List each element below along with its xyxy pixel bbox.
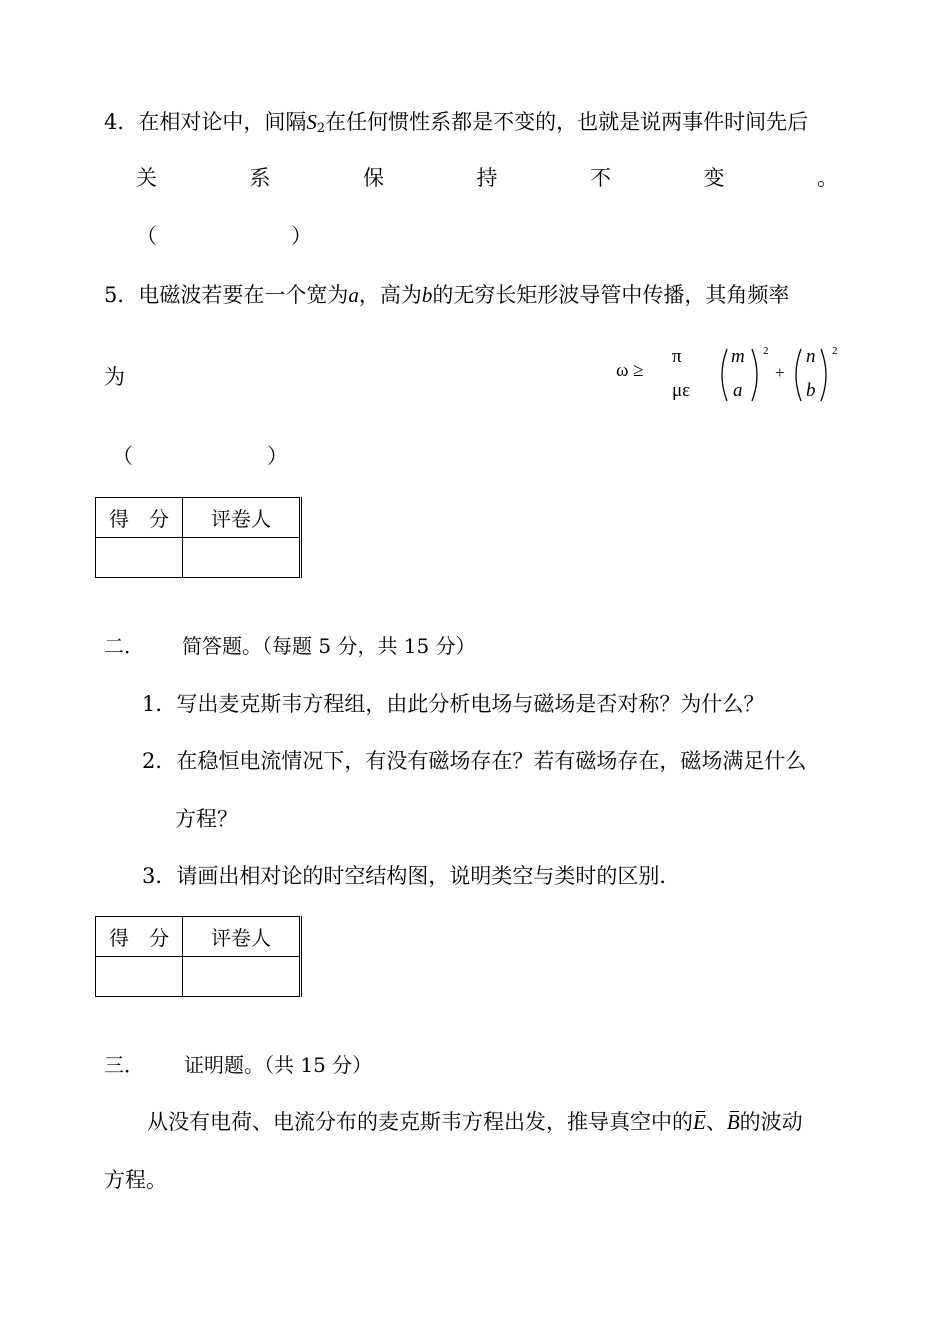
- grader-cell[interactable]: [183, 957, 301, 997]
- right-paren-2: [818, 347, 832, 403]
- q5-text-a: ．电磁波若要在一个宽为: [117, 283, 349, 307]
- section2-item-continuation: 方程？: [175, 807, 238, 831]
- q4-line1: [104, 106, 808, 136]
- section3-body-line2: 方程。: [104, 1168, 167, 1192]
- formula-m: m: [731, 346, 745, 367]
- grader-header: 评卷人: [183, 498, 301, 538]
- score-header: 得 分: [96, 917, 183, 957]
- formula-a: a: [733, 380, 743, 401]
- section2-number: 二．: [104, 634, 144, 658]
- q4-char: 系: [249, 166, 271, 190]
- formula-omega: ω ≥: [616, 360, 644, 381]
- q5-var-a: a: [348, 283, 359, 307]
- formula-plus: +: [775, 363, 785, 382]
- formula-n: n: [806, 346, 816, 367]
- section3-sep: 、: [705, 1110, 727, 1134]
- q4-char: 变: [703, 166, 725, 190]
- paren-open: （: [136, 224, 157, 248]
- formula-pi: π: [672, 346, 682, 367]
- paren-close: ）: [267, 444, 288, 468]
- right-paren-1: [749, 347, 763, 403]
- section3-title: 证明题。（共 15 分）: [184, 1053, 373, 1077]
- q4-line2: [136, 162, 838, 192]
- score-cell[interactable]: [96, 538, 183, 578]
- section2-item: 3．请画出相对论的时空结构图，说明类空与类时的区别．: [142, 864, 681, 888]
- vector-B: B: [726, 1110, 740, 1134]
- q4-text-a: ．在相对论中，间隔: [117, 110, 307, 134]
- q4-text-b: 在任何惯性系都是不变的，也就是说两事件时间先后: [325, 110, 809, 134]
- grader-cell[interactable]: [183, 538, 301, 578]
- section3-heading: [104, 1049, 372, 1078]
- q4-interval-var: S: [306, 110, 317, 134]
- q5-line1: [104, 279, 789, 309]
- section3-number: 三．: [104, 1053, 144, 1077]
- q4-char: 持: [476, 166, 498, 190]
- section2-heading: [104, 630, 476, 659]
- q4-char: 保: [363, 166, 384, 190]
- q5-answer-parens: [112, 440, 288, 470]
- section3-body-line1: [147, 1106, 803, 1136]
- vector-E: E: [693, 1110, 706, 1134]
- left-paren-2: [790, 347, 804, 403]
- q4-number: 4: [104, 110, 118, 134]
- formula-b: b: [806, 380, 816, 401]
- section3-text-b: 的波动: [739, 1110, 803, 1134]
- section2-item: 1．写出麦克斯韦方程组，由此分析电场与磁场是否对称？为什么？: [142, 692, 765, 716]
- q5-number: 5: [104, 283, 118, 307]
- score-table: [95, 916, 302, 997]
- q4-char: 不: [590, 166, 611, 190]
- left-paren-1: [716, 347, 730, 403]
- formula-mu-eps: με: [672, 380, 691, 401]
- paren-open: （: [112, 444, 133, 468]
- score-cell[interactable]: [96, 957, 183, 997]
- section2-title: 简答题。（每题 5 分，共 15 分）: [182, 634, 476, 658]
- q4-char: 。: [817, 166, 838, 190]
- grader-header: 评卷人: [183, 917, 301, 957]
- q5-text-c: 的无穷长矩形波导管中传播，其角频率: [432, 283, 790, 307]
- q5-wei: 为: [104, 365, 125, 389]
- paren-close: ）: [291, 224, 312, 248]
- q4-interval-exp: 2: [316, 121, 326, 136]
- formula-exp-1: 2: [763, 345, 769, 357]
- q5-text-b: ，高为: [358, 283, 422, 307]
- formula-exp-2: 2: [832, 345, 838, 357]
- score-header: 得 分: [96, 498, 183, 538]
- section3-text-a: 从没有电荷、电流分布的麦克斯韦方程出发，推导真空中的: [147, 1110, 693, 1134]
- section2-item: 2．在稳恒电流情况下，有没有磁场存在？若有磁场存在，磁场满足什么: [142, 749, 807, 773]
- score-table: [95, 497, 302, 578]
- q5-var-b: b: [421, 283, 433, 307]
- q4-answer-parens: [136, 220, 312, 250]
- q4-char: 关: [136, 166, 157, 190]
